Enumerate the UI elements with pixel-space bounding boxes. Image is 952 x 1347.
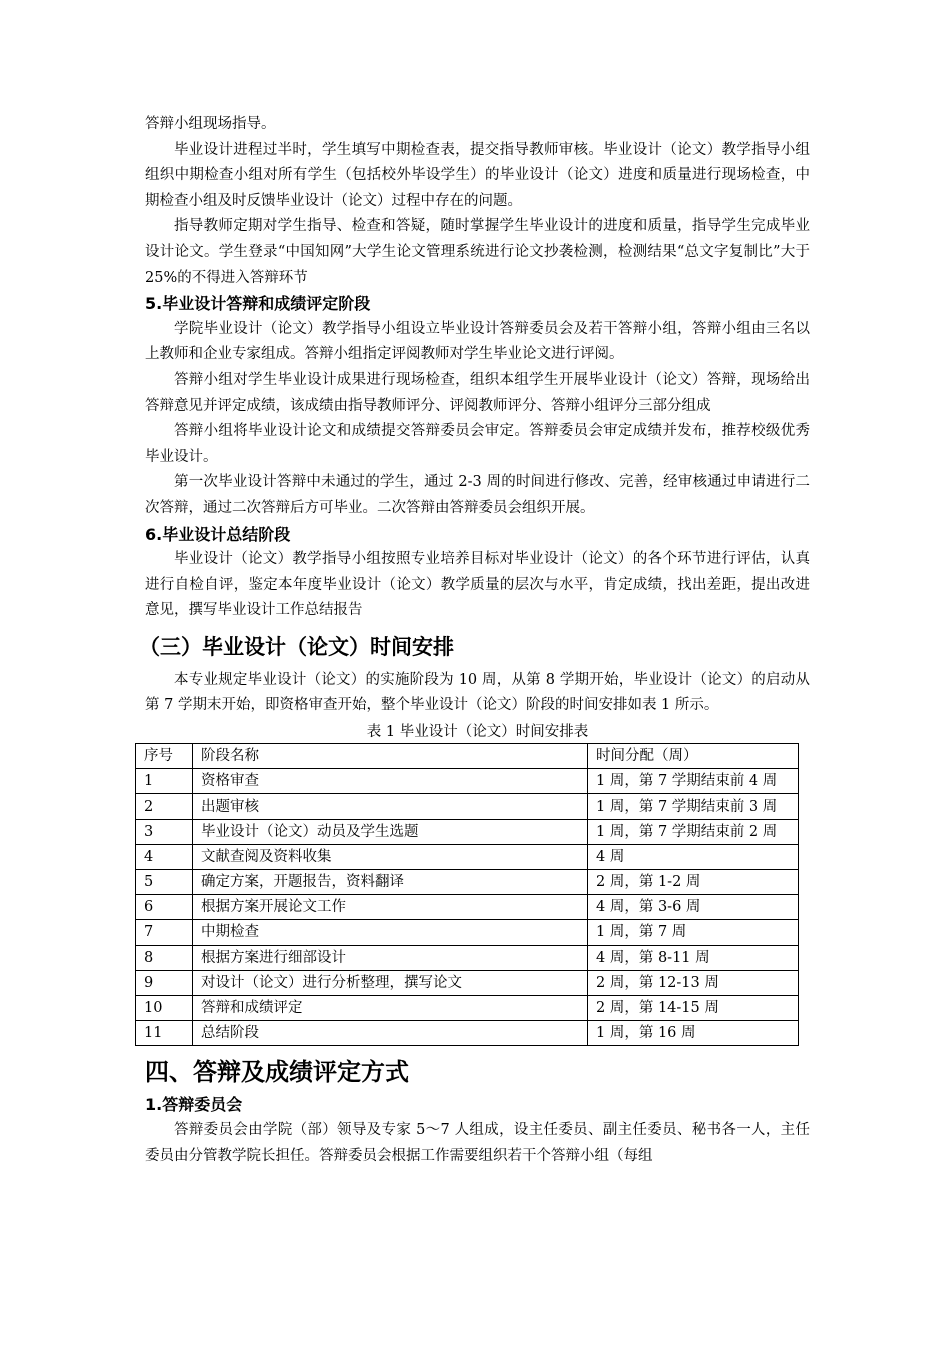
header-cell-stage-name: 阶段名称 xyxy=(193,744,588,769)
cell-stage-name: 资格审查 xyxy=(193,769,588,794)
header-cell-number: 序号 xyxy=(136,744,193,769)
cell-number: 10 xyxy=(136,995,193,1020)
table-row xyxy=(136,794,799,819)
section-heading-defense-stage: 5.毕业设计答辩和成绩评定阶段 xyxy=(145,294,371,314)
table-row xyxy=(136,870,799,895)
table-header-row xyxy=(136,744,799,769)
section-heading-summary-stage: 6.毕业设计总结阶段 xyxy=(145,524,291,544)
schedule-table xyxy=(135,743,799,1046)
cell-number: 5 xyxy=(136,870,193,895)
cell-stage-name: 答辩和成绩评定 xyxy=(193,995,588,1020)
table-caption: 表 1 毕业设计（论文）时间安排表 xyxy=(366,724,589,741)
paragraph-defense-review: 答辩小组将毕业设计论文和成绩提交答辩委员会审定。答辩委员会审定成绩并发布，推荐校级优秀毕业设计。 xyxy=(145,423,810,465)
cell-stage-name: 文献查阅及资料收集 xyxy=(193,844,588,869)
header-cell-time: 时间分配（周） xyxy=(588,744,799,769)
table-row xyxy=(136,844,799,869)
cell-stage-name: 中期检查 xyxy=(193,920,588,945)
paragraph-schedule-intro: 本专业规定毕业设计（论文）的实施阶段为 10 周，从第 8 学期开始，毕业设计（论文）的启动从第 7 学期末开始，即资格审查开始，整个毕业设计（论文）阶段的时间安排如表 1 所示。 xyxy=(145,671,810,714)
cell-time: 2 周，第 1-2 周 xyxy=(588,870,799,895)
cell-time: 2 周，第 14-15 周 xyxy=(588,995,799,1020)
cell-time: 2 周，第 12-13 周 xyxy=(588,970,799,995)
cell-stage-name: 确定方案，开题报告，资料翻译 xyxy=(193,870,588,895)
cell-time: 4 周 xyxy=(588,844,799,869)
cell-number: 6 xyxy=(136,895,193,920)
document-page xyxy=(139,112,810,1169)
table-row xyxy=(136,819,799,844)
cell-number: 3 xyxy=(136,819,193,844)
paragraph-defense-committee: 学院毕业设计（论文）教学指导小组设立毕业设计答辩委员会及若干答辩小组，答辩小组由三名以上教师和企业专家组成。答辩小组指定评阅教师对学生毕业论文进行评阅。 xyxy=(145,320,810,363)
subsection-heading-defense-committee: 1.答辩委员会 xyxy=(145,1095,243,1115)
cell-stage-name: 根据方案开展论文工作 xyxy=(193,895,588,920)
cell-number: 11 xyxy=(136,1021,193,1046)
cell-time: 1 周，第 7 周 xyxy=(588,920,799,945)
cell-time: 1 周，第 16 周 xyxy=(588,1021,799,1046)
cell-time: 1 周，第 7 学期结束前 3 周 xyxy=(588,794,799,819)
table-row xyxy=(136,970,799,995)
cell-stage-name: 根据方案进行细部设计 xyxy=(193,945,588,970)
cell-number: 9 xyxy=(136,970,193,995)
paragraph-second-defense: 第一次毕业设计答辩中未通过的学生，通过 2-3 周的时间进行修改、完善，经审核通过申请进行二次答辩，通过二次答辩后方可毕业。二次答辩由答辩委员会组织开展。 xyxy=(145,474,810,516)
cell-number: 4 xyxy=(136,844,193,869)
paragraph-summary: 毕业设计（论文）教学指导小组按照专业培养目标对毕业设计（论文）的各个环节进行评估，认真进行自检自评，鉴定本年度毕业设计（论文）教学质量的层次与水平，肯定成绩，找出差距，提出改进意见，撰写毕业设计工作总结报告 xyxy=(145,551,810,619)
paragraph-teacher-guidance: 指导教师定期对学生指导、检查和答疑，随时掌握学生毕业设计的进度和质量，指导学生完成毕业设计论文。学生登录“中国知网”大学生论文管理系统进行论文抄袭检测，检测结果“总文字复制比”大于 25%的不得进入答辩环节 xyxy=(145,218,810,286)
paragraph-defense-onsite: 答辩小组对学生毕业设计成果进行现场检查，组织本组学生开展毕业设计（论文）答辩，现场给出答辩意见并评定成绩，该成绩由指导教师评分、评阅教师评分、答辩小组评分三部分组成 xyxy=(145,371,810,414)
table-row xyxy=(136,895,799,920)
table-row xyxy=(136,945,799,970)
cell-stage-name: 出题审核 xyxy=(193,794,588,819)
table-row xyxy=(136,995,799,1020)
cell-number: 2 xyxy=(136,794,193,819)
table-row xyxy=(136,1021,799,1046)
cell-stage-name: 毕业设计（论文）动员及学生选题 xyxy=(193,819,588,844)
table-row xyxy=(136,920,799,945)
cell-number: 1 xyxy=(136,769,193,794)
cell-time: 1 周，第 7 学期结束前 4 周 xyxy=(588,769,799,794)
paragraph-continuation: 答辩小组现场指导。 xyxy=(145,116,276,132)
cell-time: 4 周，第 3-6 周 xyxy=(588,895,799,920)
cell-number: 8 xyxy=(136,945,193,970)
table-row xyxy=(136,769,799,794)
cell-time: 1 周，第 7 学期结束前 2 周 xyxy=(588,819,799,844)
paragraph-midterm-check: 毕业设计进程过半时，学生填写中期检查表，提交指导教师审核。毕业设计（论文）教学指导小组组织中期检查小组对所有学生（包括校外毕设学生）的毕业设计（论文）进度和质量进行现场检查，中期检查小组及时反馈毕业设计（论文）过程中存在的问题。 xyxy=(145,141,810,209)
chapter-heading-defense-grading: 四、答辩及成绩评定方式 xyxy=(145,1058,409,1087)
section-heading-schedule: （三）毕业设计（论文）时间安排 xyxy=(139,634,454,659)
paragraph-committee-composition: 答辩委员会由学院（部）领导及专家 5～7 人组成，设主任委员、副主任委员、秘书各一人，主任委员由分管教学院长担任。答辩委员会根据工作需要组织若干个答辩小组（每组 xyxy=(145,1121,810,1164)
cell-stage-name: 总结阶段 xyxy=(193,1021,588,1046)
cell-time: 4 周，第 8-11 周 xyxy=(588,945,799,970)
cell-stage-name: 对设计（论文）进行分析整理，撰写论文 xyxy=(193,970,588,995)
cell-number: 7 xyxy=(136,920,193,945)
